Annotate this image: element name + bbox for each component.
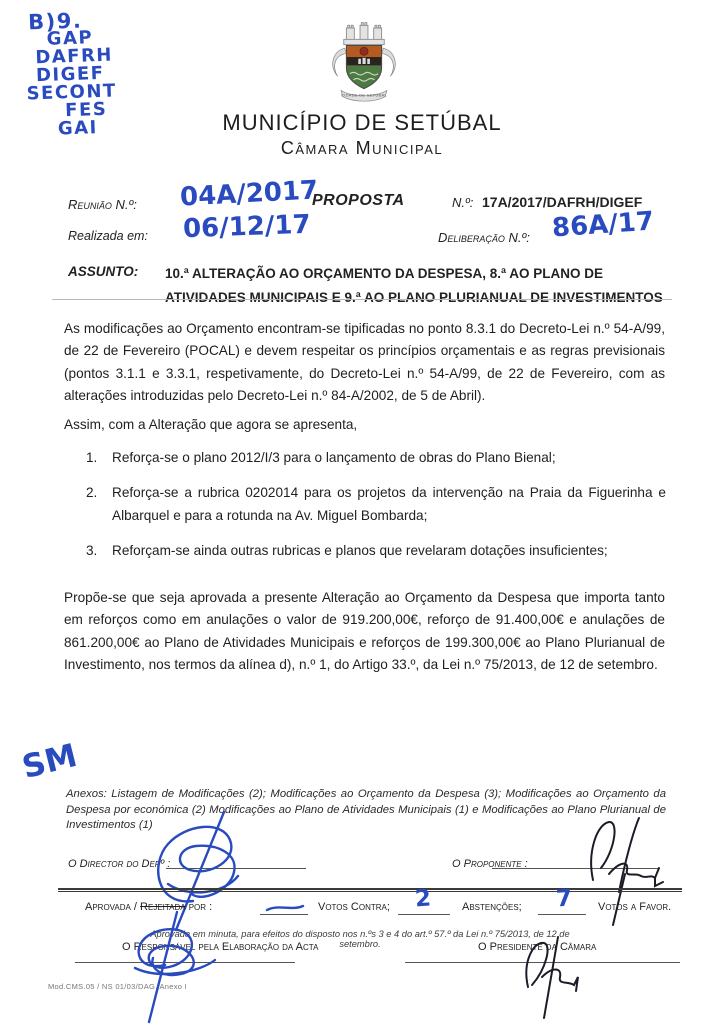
subject-text: 10.ª ALTERAÇÃO AO ORÇAMENTO DA DESPESA, 8.ª AO PLANO DE ATIVIDADES MUNICIPAIS E 9.ª AO PLANO PLURIANUAL DE INVESTIMENTOS: [165, 266, 663, 305]
list-item-text: Reforça-se o plano 2012/I/3 para o lançamento de obras do Plano Bienal;: [112, 450, 556, 465]
annotation-line: FES: [64, 98, 108, 122]
favor-value-handwritten: 7: [555, 885, 573, 913]
list-item-text: Reforçam-se ainda outras rubricas e planos que revelaram dotações insuficientes;: [112, 543, 608, 559]
subject-label: ASSUNTO:: [68, 264, 139, 279]
director-label: O Director do Depº :: [68, 858, 171, 870]
annotation-line: B)9.: [27, 8, 83, 35]
list-item-marker: 1.: [86, 450, 98, 465]
responsavel-label: O Responsável pela Elaboração da Acta: [122, 941, 319, 953]
presidente-label: O Presidente da Câmara: [478, 941, 597, 953]
list-item-marker: 3.: [86, 543, 98, 559]
body-paragraph: Propõe-se que seja aprovada a presente Alteração ao Orçamento da Despesa que importa tanto em reforços como em anulações o valor de 919.200,00€, reforço de 91.400,00€ e anulações de 861.200,00€ ao Plano de Atividades Municipais e reforços de 199.300,00€ ao Plano Plurianual de Investimento, nos termos da alínea d), n.º 1, do Artigo 33.º, da Lei n.º 75/2013, de 12 de setembro.: [64, 590, 665, 673]
por-text: por :: [188, 901, 213, 913]
deliberacao-label: Deliberação N.º:: [438, 230, 530, 245]
reuniao-label: Reunião N.º:: [68, 197, 137, 212]
body-numbered-list: [86, 447, 666, 576]
rejeitada-text-struck: Rejeitada: [140, 901, 186, 913]
anexos-note: Anexos: Listagem de Modificações (2); Modificações ao Orçamento da Despesa (3); Modificações ao Orçamento da Despesa por económica (2) Modificações ao Plano de Atividades Municipais (1) e Modificações ao Plano Plurianual de Investimentos (1): [66, 788, 666, 831]
reuniao-value-handwritten: 04A/2017: [179, 175, 319, 213]
list-item-marker: 2.: [86, 485, 98, 501]
votos-contra-label: Votos Contra;: [318, 901, 390, 913]
organization-subtitle: Câmara Municipal: [280, 138, 444, 158]
setubal-coat-of-arms-icon: [320, 18, 408, 110]
municipality-title: MUNICÍPIO DE SETÚBAL: [222, 110, 502, 135]
votos-favor-label: Votos a Favor.: [598, 901, 672, 913]
body-paragraph: Assim, com a Alteração que agora se apresenta,: [64, 417, 358, 432]
presidente-signature: [500, 935, 610, 1020]
annotation-line: GAP: [46, 27, 94, 50]
proponente-label: O Proponente :: [452, 858, 528, 870]
section-double-rule: [58, 888, 682, 892]
annotation-line: DIGEF: [35, 62, 105, 87]
contra-value-handwritten-dash: [264, 902, 306, 914]
footer-form-code: Mod.CMS.05 / NS 01/03/DAG. Anexo I: [48, 982, 188, 991]
responsavel-signature: [115, 910, 230, 1024]
list-item-text: Reforça-se a rubrica 0202014 para os projetos da intervenção na Praia da Figuerinha e Albarquel e para a rotunda na Av. Miguel Bombarda;: [112, 485, 666, 523]
crest-banner-text: CIDADE DE SETÚBAL: [341, 92, 387, 98]
list-item: [86, 447, 666, 469]
list-item: [86, 482, 666, 527]
aprovada-text: Aprovada /: [85, 901, 137, 913]
realizada-value-handwritten: 06/12/17: [182, 209, 312, 245]
realizada-label: Realizada em:: [68, 229, 148, 243]
annotation-line: DAFRH: [35, 44, 114, 69]
subject-divider: [52, 299, 672, 300]
abstencoes-value-handwritten: 2: [414, 885, 432, 913]
abstencoes-label: Abstenções;: [462, 901, 522, 913]
annotation-line: GAI: [57, 117, 99, 140]
minuta-note: Aprovada em minuta, para efeitos do disposto nos n.ºs 3 e 4 do art.º 57.º da Lei n.º 75/2013, de 12 de setembro.: [150, 929, 570, 949]
subject-block: [68, 262, 668, 310]
body-paragraph: As modificações ao Orçamento encontram-se tipificadas no ponto 8.3.1 do Decreto-Lei n.º 54-A/99, de 22 de Fevereiro (POCAL) e devem respeitar os princípios orçamentais e as regras previsionais (pontos 3.1.1 e 3.3.1, respetivamente, do Decreto-Lei n.º 54-A/99, de 22 de Fevereiro, com as alterações introduzidas pelo Decreto-Lei n.º 84-A/2002, de 5 de Abril).: [64, 321, 665, 404]
proposta-title: PROPOSTA: [312, 192, 405, 209]
handwritten-initials: SM: [18, 735, 81, 787]
annotation-line: SECONT: [26, 80, 118, 105]
deliberacao-value-handwritten: 86A/17: [551, 206, 655, 244]
proposta-number-label: N.º:: [452, 195, 474, 210]
proposta-number-value: 17A/2017/DAFRH/DIGEF: [482, 194, 643, 210]
list-item: [86, 540, 666, 562]
